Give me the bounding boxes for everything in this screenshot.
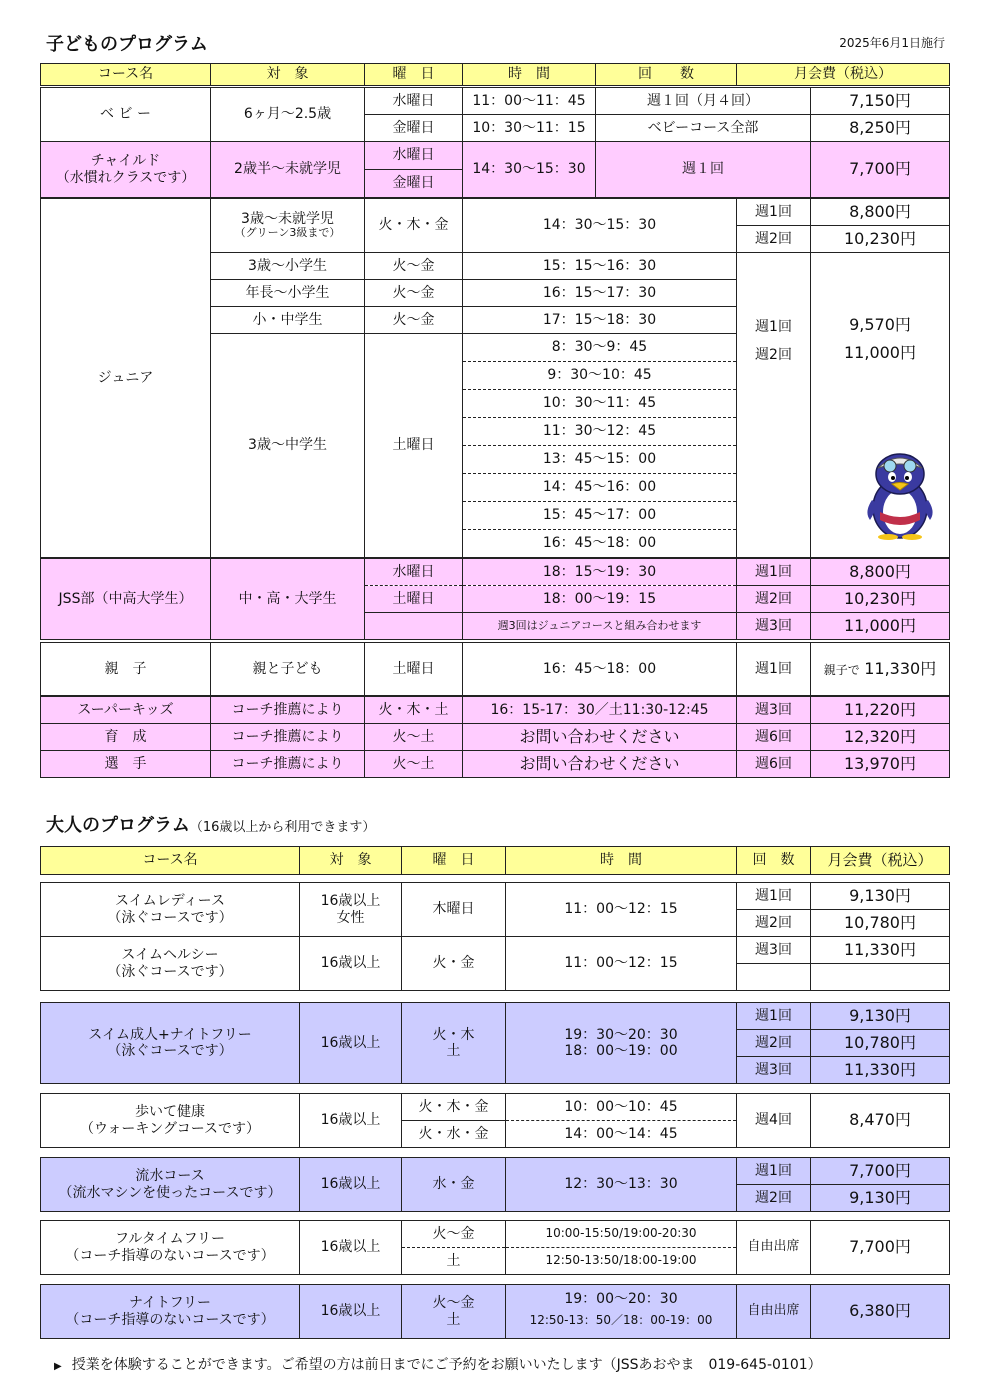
baby-fee-2: 8,250円 xyxy=(811,115,950,142)
adultnight-name xyxy=(41,1003,300,1084)
senshu-fee: 13,970円 xyxy=(811,751,950,778)
child-time: 14：30～15：30 xyxy=(463,142,596,198)
parent-table xyxy=(40,642,950,696)
baby-time-1: 11：00～11：45 xyxy=(463,88,596,115)
night-name xyxy=(41,1285,300,1339)
walk-time-1: 10：00～10：45 xyxy=(506,1094,737,1121)
flow-name-main: 流水コース xyxy=(135,1168,205,1185)
junior-r2-count-2: 週2回 xyxy=(755,347,792,363)
fulltime-day-2: 土 xyxy=(402,1248,506,1275)
junior-r1-fee-1: 8,800円 xyxy=(811,199,950,226)
fulltime-fee: 7,700円 xyxy=(811,1221,950,1275)
adultnight-target: 16歳以上 xyxy=(300,1003,402,1084)
senshu-name: 選 手 xyxy=(41,751,211,778)
ladies-fee-2: 10,780円 xyxy=(811,910,950,937)
kids-header-fee: 月会費（税込） xyxy=(737,64,950,86)
adults-header-target: 対 象 xyxy=(300,847,402,875)
night-day-1: 火～金 xyxy=(432,1295,475,1312)
adults-header-count: 回 数 xyxy=(737,847,811,875)
child-count: 週１回 xyxy=(596,142,811,198)
adultnight-fee-2: 10,780円 xyxy=(811,1030,950,1057)
walk-name-main: 歩いて健康 xyxy=(135,1104,205,1121)
walk-day-2: 火・水・金 xyxy=(402,1121,506,1148)
ladies-count-1: 週1回 xyxy=(737,883,811,910)
night-name-sub: （コーチ指導のないコースです） xyxy=(65,1311,275,1328)
adultnight-fee-3: 11,330円 xyxy=(811,1057,950,1084)
adults-title: 大人のプログラム xyxy=(46,815,190,836)
adultnight-day-2: 土 xyxy=(446,1043,461,1059)
fulltime-target: 16歳以上 xyxy=(300,1221,402,1275)
coach-table xyxy=(40,696,950,778)
jss-time-2: 18：00～19：15 xyxy=(463,586,737,613)
penguin-mascot xyxy=(858,450,942,540)
junior-r1-target xyxy=(211,199,365,253)
healthy-name xyxy=(41,937,300,991)
jss-count-2: 週2回 xyxy=(737,586,811,613)
junior-sat-target: 3歳～中学生 xyxy=(211,334,365,558)
junior-sat-time-4: 11：30～12：45 xyxy=(463,418,737,446)
child-name-main: チャイルド xyxy=(90,153,161,170)
parent-target: 親と子ども xyxy=(211,643,365,696)
healthy-fee-empty xyxy=(811,964,950,991)
junior-sat-time-8: 16：45～18：00 xyxy=(463,530,737,558)
junior-r2-target-3: 小・中学生 xyxy=(211,307,365,334)
ladies-target-1: 16歳以上 xyxy=(320,893,381,910)
junior-r1-fee-2: 10,230円 xyxy=(811,226,950,253)
ladies-name xyxy=(41,883,300,937)
ladies-name-main: スイムレディース xyxy=(115,893,225,910)
flow-name-sub: （流水マシンを使ったコースです） xyxy=(58,1184,282,1201)
jss-fee-2: 10,230円 xyxy=(811,586,950,613)
adultnight-day xyxy=(402,1003,506,1084)
ikusei-fee: 12,320円 xyxy=(811,724,950,751)
senshu-time: お問い合わせください xyxy=(463,751,737,778)
walk-target: 16歳以上 xyxy=(300,1094,402,1148)
jss-count-1: 週1回 xyxy=(737,559,811,586)
super-name: スーパーキッズ xyxy=(41,697,211,724)
junior-sat-time-1: 8：30～9：45 xyxy=(463,334,737,362)
flow-name xyxy=(41,1158,300,1212)
adults-block-1 xyxy=(40,882,950,991)
junior-r2-target-1: 3歳～小学生 xyxy=(211,253,365,280)
parent-fee-cell xyxy=(811,643,950,696)
adultnight-time-1: 19：30～20：30 xyxy=(564,1026,678,1043)
adults-title-wrap xyxy=(46,811,375,837)
walk-name-sub: （ウォーキングコースです） xyxy=(79,1120,261,1137)
jss-note: 週3回はジュニアコースと組み合わせます xyxy=(463,613,737,640)
walk-fee: 8,470円 xyxy=(811,1094,950,1148)
night-time-1: 19：00～20：30 xyxy=(564,1291,678,1308)
flow-target: 16歳以上 xyxy=(300,1158,402,1212)
super-fee: 11,220円 xyxy=(811,697,950,724)
junior-r1-count-1: 週1回 xyxy=(737,199,811,226)
child-name xyxy=(41,142,211,198)
flow-fee-2: 9,130円 xyxy=(811,1185,950,1212)
adultnight-fee-1: 9,130円 xyxy=(811,1003,950,1030)
jss-day-1: 水曜日 xyxy=(365,559,463,586)
senshu-target: コーチ推薦により xyxy=(211,751,365,778)
kids-header-time: 時 間 xyxy=(463,64,596,86)
junior-r1-target-main: 3歳～未就学児 xyxy=(241,211,334,228)
super-count: 週3回 xyxy=(737,697,811,724)
flow-day: 水・金 xyxy=(402,1158,506,1212)
ladies-count-2: 週2回 xyxy=(737,910,811,937)
baby-count-1: 週１回（月４回） xyxy=(596,88,811,115)
junior-sat-day: 土曜日 xyxy=(365,334,463,558)
ikusei-day: 火～土 xyxy=(365,724,463,751)
junior-r2-time-2: 16：15～17：30 xyxy=(463,280,737,307)
adults-header-time: 時 間 xyxy=(506,847,737,875)
walk-time-2: 14：00～14：45 xyxy=(506,1121,737,1148)
baby-target: 6ヶ月～2.5歳 xyxy=(211,88,365,142)
flow-count-1: 週1回 xyxy=(737,1158,811,1185)
senshu-count: 週6回 xyxy=(737,751,811,778)
ikusei-target: コーチ推薦により xyxy=(211,724,365,751)
junior-name: ジュニア xyxy=(41,199,211,558)
walk-name xyxy=(41,1094,300,1148)
night-day-2: 土 xyxy=(446,1311,461,1328)
ladies-target-2: 女性 xyxy=(336,909,365,926)
adultnight-time-2: 18：00～19：00 xyxy=(564,1043,678,1059)
junior-r2-day-3: 火～金 xyxy=(365,307,463,334)
kids-header-day: 曜 日 xyxy=(365,64,463,86)
kids-title: 子どものプログラム xyxy=(46,34,208,55)
senshu-day: 火～土 xyxy=(365,751,463,778)
jss-target: 中・高・大学生 xyxy=(211,559,365,640)
adults-block-2 xyxy=(40,1002,950,1084)
jss-time-1: 18：15～19：30 xyxy=(463,559,737,586)
junior-r2-target-2: 年長～小学生 xyxy=(211,280,365,307)
jss-day-2: 土曜日 xyxy=(365,586,463,613)
adults-header-fee: 月会費（税込） xyxy=(811,847,950,875)
junior-table xyxy=(40,198,950,558)
ikusei-count: 週6回 xyxy=(737,724,811,751)
ikusei-name: 育 成 xyxy=(41,724,211,751)
junior-r1-target-sub: （グリーン3級まで） xyxy=(234,226,341,240)
super-target: コーチ推薦により xyxy=(211,697,365,724)
flow-fee-1: 7,700円 xyxy=(811,1158,950,1185)
adults-block-5 xyxy=(40,1220,950,1275)
parent-name: 親 子 xyxy=(41,643,211,696)
adults-header xyxy=(40,846,950,875)
ladies-name-sub: （泳ぐコースです） xyxy=(107,909,233,926)
fulltime-time-2: 12:50-13:50/18:00-19:00 xyxy=(506,1248,737,1275)
walk-day-1: 火・木・金 xyxy=(402,1094,506,1121)
effective-date: 2025年6月1日施行 xyxy=(839,36,945,50)
kids-lower-table xyxy=(40,558,950,640)
kids-header-target: 対 象 xyxy=(211,64,365,86)
parent-day: 土曜日 xyxy=(365,643,463,696)
baby-count-2: ベビーコース全部 xyxy=(596,115,811,142)
fulltime-time-1: 10:00-15:50/19:00-20:30 xyxy=(506,1221,737,1248)
healthy-name-sub: （泳ぐコースです） xyxy=(107,963,233,980)
night-count: 自由出席 xyxy=(737,1285,811,1339)
child-fee: 7,700円 xyxy=(811,142,950,198)
adultnight-count-2: 週2回 xyxy=(737,1030,811,1057)
walk-count: 週4回 xyxy=(737,1094,811,1148)
healthy-target: 16歳以上 xyxy=(300,937,402,991)
healthy-name-main: スイムヘルシー xyxy=(121,947,219,964)
jss-fee-1: 8,800円 xyxy=(811,559,950,586)
junior-sat-time-2: 9：30～10：45 xyxy=(463,362,737,390)
junior-r2-fee-2: 11,000円 xyxy=(844,343,916,362)
junior-sat-time-5: 13：45～15：00 xyxy=(463,446,737,474)
fulltime-day-1: 火～金 xyxy=(402,1221,506,1248)
footer-bullet-icon: ▶ xyxy=(54,1361,62,1372)
super-time: 16：15-17：30／土11:30-12:45 xyxy=(463,697,737,724)
fulltime-name xyxy=(41,1221,300,1275)
kids-header-count: 回 数 xyxy=(596,64,737,86)
junior-r2-fee-1: 9,570円 xyxy=(849,315,911,334)
baby-fee-1: 7,150円 xyxy=(811,88,950,115)
parent-fee-prefix: 親子で xyxy=(823,662,860,677)
junior-sat-time-7: 15：45～17：00 xyxy=(463,502,737,530)
junior-sat-time-6: 14：45～16：00 xyxy=(463,474,737,502)
baby-day-1: 水曜日 xyxy=(365,88,463,115)
adults-header-course: コース名 xyxy=(41,847,300,875)
junior-r1-day: 火・木・金 xyxy=(365,199,463,253)
night-time-2: 12:50-13：50／18：00-19：00 xyxy=(529,1312,713,1327)
healthy-count-empty xyxy=(737,964,811,991)
ladies-target xyxy=(300,883,402,937)
ladies-time: 11：00～12：15 xyxy=(506,883,737,937)
adults-block-6 xyxy=(40,1284,950,1339)
adults-block-3 xyxy=(40,1093,950,1148)
child-day-1: 水曜日 xyxy=(365,142,463,170)
healthy-time: 11：00～12：15 xyxy=(506,937,737,991)
parent-count: 週1回 xyxy=(737,643,811,696)
jss-count-3: 週3回 xyxy=(737,613,811,640)
healthy-fee: 11,330円 xyxy=(811,937,950,964)
junior-r1-count-2: 週2回 xyxy=(737,226,811,253)
junior-r2-day-1: 火～金 xyxy=(365,253,463,280)
junior-r2-time-3: 17：15～18：30 xyxy=(463,307,737,334)
jss-fee-3: 11,000円 xyxy=(811,613,950,640)
night-name-main: ナイトフリー xyxy=(128,1295,212,1312)
kids-body xyxy=(40,87,950,198)
ladies-fee-1: 9,130円 xyxy=(811,883,950,910)
adultnight-name-sub: （泳ぐコースです） xyxy=(107,1043,233,1059)
night-time xyxy=(506,1285,737,1339)
parent-time: 16：45～18：00 xyxy=(463,643,737,696)
child-target: 2歳半～未就学児 xyxy=(211,142,365,198)
night-day xyxy=(402,1285,506,1339)
footer-text: 授業を体験することができます。ご希望の方は前日までにご予約をお願いいたします（JSSあおやま 019-645-0101） xyxy=(71,1357,822,1373)
adults-subtitle: （16歳以上から利用できます） xyxy=(189,820,376,835)
adultnight-count-1: 週1回 xyxy=(737,1003,811,1030)
healthy-day: 火・金 xyxy=(402,937,506,991)
parent-fee: 11,330円 xyxy=(864,658,937,678)
night-fee: 6,380円 xyxy=(811,1285,950,1339)
junior-r2-time-1: 15：15～16：30 xyxy=(463,253,737,280)
adultnight-day-1: 火・木 xyxy=(432,1026,475,1043)
adultnight-name-main: スイム成人+ナイトフリー xyxy=(88,1026,252,1043)
flow-time: 12：30～13：30 xyxy=(506,1158,737,1212)
adults-block-4 xyxy=(40,1157,950,1212)
fulltime-name-main: フルタイムフリー xyxy=(114,1231,226,1248)
flow-count-2: 週2回 xyxy=(737,1185,811,1212)
kids-header-course: コース名 xyxy=(41,64,211,86)
junior-r2-day-2: 火～金 xyxy=(365,280,463,307)
junior-r2-counts xyxy=(737,253,811,558)
baby-day-2: 金曜日 xyxy=(365,115,463,142)
baby-name: ベ ビ ー xyxy=(41,88,211,142)
child-day-2: 金曜日 xyxy=(365,170,463,198)
baby-time-2: 10：30～11：15 xyxy=(463,115,596,142)
adultnight-count-3: 週3回 xyxy=(737,1057,811,1084)
night-target: 16歳以上 xyxy=(300,1285,402,1339)
fulltime-count: 自由出席 xyxy=(737,1221,811,1275)
ladies-day: 木曜日 xyxy=(402,883,506,937)
adultnight-time xyxy=(506,1003,737,1084)
adults-header-day: 曜 日 xyxy=(402,847,506,875)
jss-day-empty xyxy=(365,613,463,640)
super-day: 火・木・土 xyxy=(365,697,463,724)
junior-r1-time: 14：30～15：30 xyxy=(463,199,737,253)
kids-table xyxy=(40,63,950,86)
junior-r2-count-1: 週1回 xyxy=(755,319,792,335)
ikusei-time: お問い合わせください xyxy=(463,724,737,751)
child-name-sub: （水慣れクラスです） xyxy=(55,169,196,186)
fulltime-name-sub: （コーチ指導のないコースです） xyxy=(65,1247,275,1264)
healthy-count: 週3回 xyxy=(737,937,811,964)
footer-note xyxy=(54,1354,822,1374)
junior-sat-time-3: 10：30～11：45 xyxy=(463,390,737,418)
jss-name: JSS部（中高大学生） xyxy=(41,559,211,640)
